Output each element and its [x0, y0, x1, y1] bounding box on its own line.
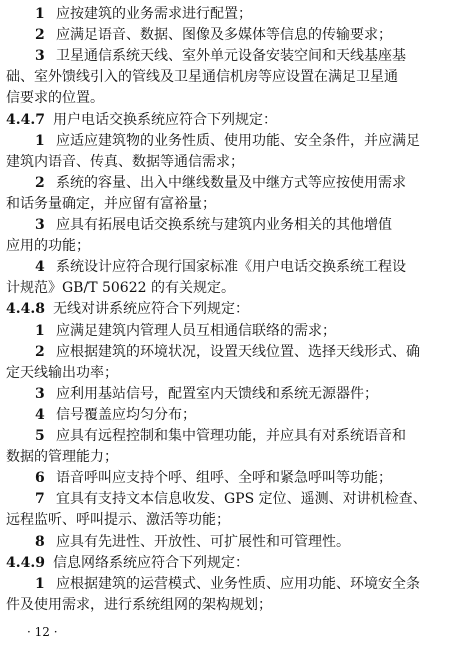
item-number: 1: [35, 322, 45, 339]
list-item: [0, 405, 470, 425]
list-item: [0, 173, 470, 193]
list-item: [0, 384, 470, 404]
text-line: [0, 278, 470, 298]
item-number: 2: [35, 27, 45, 44]
item-number: 1: [35, 132, 45, 149]
line-text: 系统设计应符合现行国家标准《用户电话交换系统工程设: [56, 259, 406, 276]
section-heading: [0, 553, 470, 573]
text-line: [0, 510, 470, 530]
line-text: 信息网络系统应符合下列规定：: [52, 554, 249, 571]
line-text: 应用的功能；: [6, 238, 90, 255]
item-number: 4: [35, 259, 45, 276]
line-text: 无线对讲系统应符合下列规定：: [52, 301, 249, 318]
text-line: [0, 236, 470, 256]
line-text: 数据的管理能力；: [6, 449, 118, 466]
list-item: [0, 25, 470, 45]
text-line: [0, 595, 470, 615]
item-number: 2: [35, 343, 45, 360]
line-text: 应利用基站信号，配置室内天馈线和系统无源器件；: [56, 385, 378, 402]
item-number: 2: [35, 174, 45, 191]
item-number: 3: [35, 385, 45, 402]
text-line: [0, 67, 470, 87]
line-text: 应具有先进性、开放性、可扩展性和可管理性。: [56, 533, 350, 550]
line-text: 应具有远程控制和集中管理功能，并应具有对系统语音和: [56, 428, 406, 444]
line-text: 信要求的位置。: [6, 90, 104, 107]
line-text: 卫星通信系统天线、室外单元设备安装空间和天线基座基: [56, 48, 406, 65]
line-text: 定天线输出功率；: [6, 364, 118, 381]
list-item: [0, 489, 470, 509]
item-number: 8: [35, 533, 45, 550]
text-line: [0, 152, 470, 172]
list-item: [0, 257, 470, 277]
line-text: 应具有拓展电话交换系统与建筑内业务相关的其他增值: [56, 217, 392, 233]
list-item: [0, 532, 470, 552]
list-item: [0, 4, 470, 24]
line-text: 建筑内语音、传真、数据等通信需求；: [6, 153, 244, 170]
line-text: 应根据建筑的运营模式、业务性质、应用功能、环境安全条: [56, 575, 420, 592]
item-number: 6: [35, 470, 45, 487]
line-text: 用户电话交换系统应符合下列规定：: [52, 111, 277, 128]
line-text: 应满足语音、数据、图像及多媒体等信息的传输要求；: [56, 27, 392, 44]
line-text: 础、室外馈线引入的管线及卫星通信机房等应设置在满足卫星通: [6, 69, 398, 86]
line-text: 计规范》GB/T 50622 的有关规定。: [6, 280, 235, 297]
item-number: 5: [35, 428, 45, 444]
line-text: 远程监听、呼叫提示、激活等功能；: [6, 512, 230, 529]
item-number: 3: [35, 48, 45, 65]
section-heading: [0, 110, 470, 130]
item-number: 7: [35, 491, 45, 508]
text-line: [0, 363, 470, 383]
line-text: 宜具有支持文本信息收发、GPS 定位、遥测、对讲机检查、: [56, 491, 427, 508]
section-heading: [0, 299, 470, 319]
text-line: [0, 88, 470, 108]
section-number: 4.4.8: [6, 301, 45, 318]
line-text: 应满足建筑内管理人员互相通信联络的需求；: [56, 322, 336, 339]
line-text: 语音呼叫应支持个呼、组呼、全呼和紧急呼叫等功能；: [56, 470, 392, 487]
section-number: 4.4.9: [6, 554, 45, 571]
item-number: 3: [35, 217, 45, 233]
line-text: 信号覆盖应均匀分布；: [56, 406, 196, 423]
line-text: 应适应建筑物的业务性质、使用功能、安全条件，并应满足: [56, 132, 420, 149]
list-item: [0, 215, 470, 235]
line-text: 应按建筑的业务需求进行配置；: [56, 6, 252, 22]
text-line: [0, 447, 470, 467]
item-number: 1: [35, 575, 45, 592]
line-text: 件及使用需求，进行系统组网的架构规划；: [6, 596, 272, 613]
list-item: [0, 46, 470, 66]
list-item: [0, 342, 470, 362]
text-line: [0, 194, 470, 214]
list-item: [0, 468, 470, 488]
item-number: 1: [35, 6, 45, 22]
line-text: 和话务量确定，并应留有富裕量；: [6, 195, 216, 212]
line-text: 应根据建筑的环境状况，设置天线位置、选择天线形式、确: [56, 343, 420, 360]
line-text: 系统的容量、出入中继线数量及中继方式等应按使用需求: [56, 174, 406, 191]
item-number: 4: [35, 406, 45, 423]
section-number: 4.4.7: [6, 111, 45, 128]
list-item: [0, 131, 470, 151]
page-number: · 12 ·: [27, 625, 58, 639]
list-item: [0, 426, 470, 446]
list-item: [0, 574, 470, 594]
list-item: [0, 321, 470, 341]
